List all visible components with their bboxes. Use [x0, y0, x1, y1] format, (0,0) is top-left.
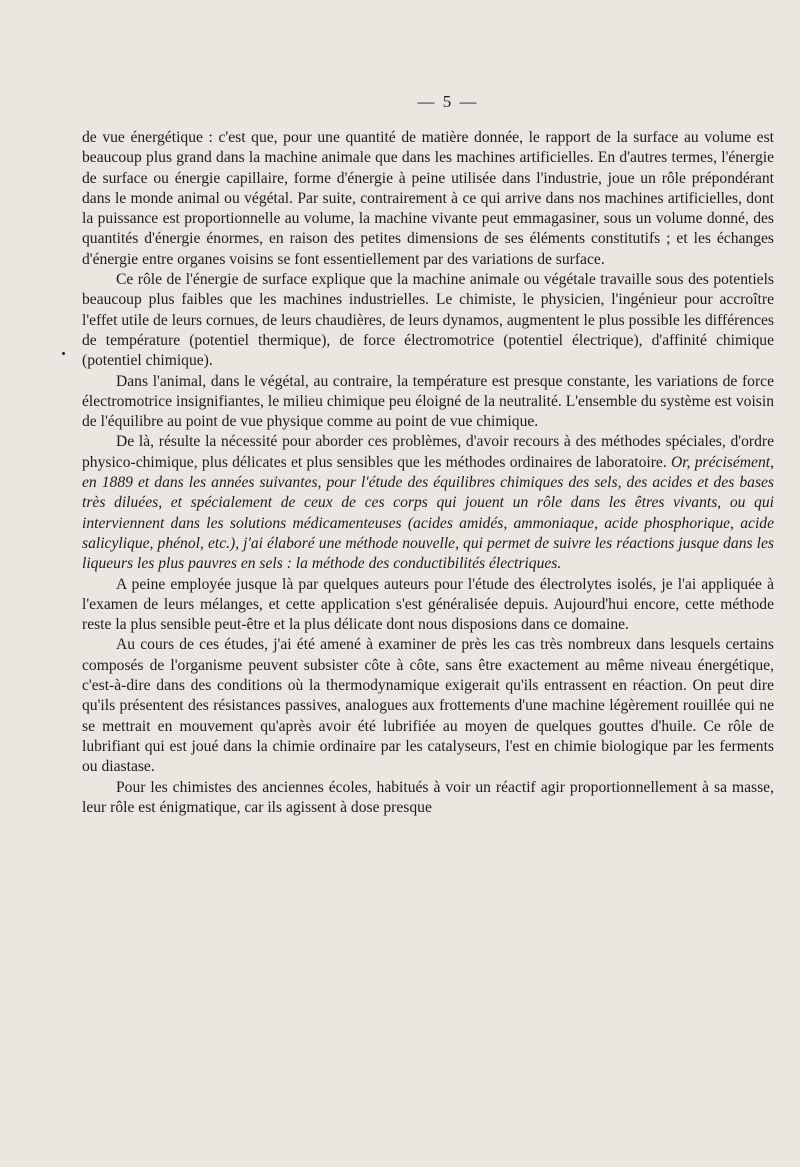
paragraph — [82, 128, 774, 270]
italic-text-run: Or, précisément, en 1889 et dans les années suivantes, pour l'étude des équilibres chimiques des sels, des acides et des bases très diluées, et spécialement de ceux de ces corps qui jouent un rôle dans les êtres vivants, ou qui interviennent dans les solutions médicamenteuses (acides amidés, ammoniaque, acide phosphorique, acide salicylique, phénol, etc.), j'ai élaboré une méthode nouvelle, qui permet de suivre les réactions jusque dans les liqueurs les plus pauvres en sels : la méthode des conductibilités électriques. — [82, 453, 774, 573]
text-run: Pour les chimistes des anciennes écoles, habitués à voir un réactif agir proportionnellement à sa masse, leur rôle est énigmatique, car ils agissent à dose presque — [82, 778, 774, 816]
text-run: Au cours de ces études, j'ai été amené à examiner de près les cas très nombreux dans lesquels certains composés de l'organisme peuvent subsister côte à côte, sans être exactement au même niveau énergétique, c'est-à-dire dans des conditions où la thermodynamique exigerait qu'ils entrassent en réaction. On peut dire qu'ils présentent des résistances passives, analogues aux frottements d'une machine légèrement rouillée qui ne se mettrait en mouvement qu'après avoir été lubrifiée au moyen de quelques gouttes d'huile. Ce rôle de lubrifiant qui est joué dans la chimie ordinaire par les catalyseurs, l'est en chimie biologique par les ferments ou diastase. — [82, 636, 774, 776]
text-run: de vue énergétique : c'est que, pour une quantité de matière donnée, le rapport de la surface au volume est beaucoup plus grand dans la machine animale que dans les machines artificielles. En d'autres termes, l'énergie de surface ou énergie capillaire, forme d'énergie à peine utilisée dans l'industrie, joue un rôle prépondérant dans le monde animal ou végétal. Par suite, contrairement à ce qui arrive dans nos machines artificielles, dont la puissance est proportionnelle au volume, la machine vivante peut emmagasiner, sous un volume donné, des quantités d'énergie énormes, en raison des petites dimensions de ses éléments constitutifs ; et les échanges d'énergie entre organes voisins se font essentiellement par des variations de surface. — [82, 129, 774, 268]
paragraph — [82, 635, 774, 777]
paragraph — [82, 372, 774, 433]
text-run: A peine employée jusque là par quelques auteurs pour l'étude des électrolytes isolés, je l'ai appliquée à l'examen de leurs mélanges, et cette application s'est généralisée depuis. Aujourd'hui encore, cette méthode reste la plus sensible peut-être et la plus délicate dont nous disposions dans ce domaine. — [82, 575, 774, 634]
text-run: Ce rôle de l'énergie de surface explique que la machine animale ou végétale travaille sous des potentiels beaucoup plus faibles que les machines industrielles. Le chimiste, le physicien, l'ingénieur pour accroître l'effet utile de leurs cornues, de leurs chaudières, de leurs dynamos, augmentent le plus possible les différences de température (potentiel thermique), de force électromotrice (potentiel électrique), d'affinité chimique (potentiel chimique). — [82, 271, 774, 370]
paragraph — [82, 432, 774, 574]
paragraph — [82, 270, 774, 371]
paragraph — [82, 778, 774, 819]
paragraph — [82, 575, 774, 636]
text-run: De là, résulte la nécessité pour aborder ces problèmes, d'avoir recours à des méthodes spéciales, d'ordre physico-chimique, plus délicates et plus sensibles que les méthodes ordinaires de laboratoire. — [82, 433, 774, 471]
text-run: Dans l'animal, dans le végétal, au contraire, la température est presque constante, les variations de force électromotrice insignifiantes, le milieu chimique peu éloigné de la neutralité. L'ensemble du système est voisin de l'équilibre au point de vue physique comme au point de vue chimique. — [82, 372, 774, 431]
page-number: — 5 — — [417, 92, 479, 111]
body-text — [82, 128, 774, 818]
margin-mark — [62, 352, 65, 355]
